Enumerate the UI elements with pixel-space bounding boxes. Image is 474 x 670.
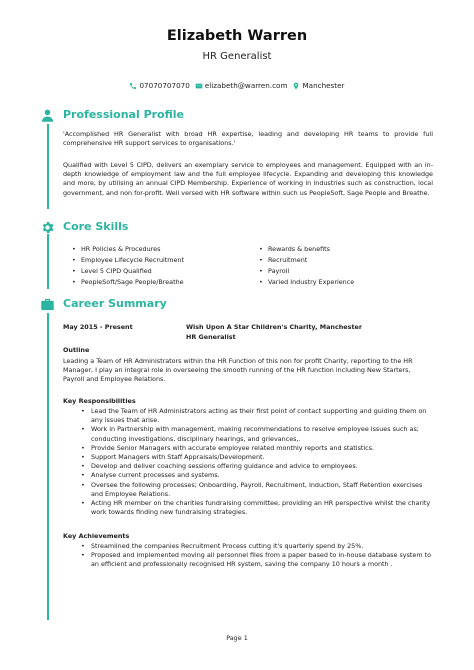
job-employer [186,323,362,342]
phone-contact [129,81,189,90]
profile-heading: Professional Profile [63,108,184,121]
responsibility-item: • Oversee the following processes; Onboarding, Payroll, Recruitment, Induction, Staff Retention exercises and Employee Relations. [63,481,433,499]
skill-item: • PeopleSoft/Sage People/Breathe [63,278,250,288]
career-heading: Career Summary [63,297,167,310]
responsibility-item: • Analyse current processes and systems. [63,471,433,480]
candidate-name: Elizabeth Warren [166,28,308,44]
job-role: HR Generalist [186,332,236,341]
job-dates: May 2015 - Present [63,323,133,331]
skill-item: • Rewards & benefits [250,245,437,255]
responsibility-item: • Work in Partnership with management, making recommendations to resolve employee issues such as; conducting investigations, disciplinary hearings, and grievances,. [63,425,433,443]
achievement-item: • Proposed and implemented moving all personnel files from a paper based to in-house database system to an efficient and professionally recognised HR system, saving the company 10 hours a month . [63,551,433,569]
skill-item: • Employee Lifecycle Recruitment [63,256,250,266]
responsibilities-list [63,407,433,517]
outline-text: Leading a Team of HR Administrators within the HR Function of this non for profit Charity, reporting to the HR Manager, I play an integral role in overseeing the smooth running of the HR function including New Starters, Payroll and Employee Relations. [63,357,413,384]
responsibility-item: • Develop and deliver coaching sessions offering guidance and advice to employees. [63,462,433,471]
profile-details: Qualified with Level 5 CIPD, delivers an exemplary service to employees and management. Equipped with an in-depth knowledge of employment law and the full employee lifecycle. Expanding and developing this knowledge and more, by utilising an annual CIPD Membership. Experience of working in industries such as construction, local government, and non for-profit. Well versed with HR software within such us PeopleSoft, Sage People and Breathe. [63,161,433,197]
responsibility-item: • Provide Senior Managers with accurate employee related monthly reports and statistics. [63,444,433,453]
person-icon [40,108,55,123]
skills-heading: Core Skills [63,220,129,233]
responsibility-item: • Support Managers with Staff Appraisals/Development. [63,453,433,462]
profile-rail [47,124,49,209]
phone-icon [129,82,137,90]
email-text: elizabeth@warren.com [204,81,288,90]
phone-text: 07070707070 [139,81,190,90]
skill-item: • Recruitment [250,256,437,266]
achievement-item: • Streamlined the companies Recruitment Process cutting it's quarterly spend by 25%. [63,542,433,551]
skill-item: • Level 5 CIPD Qualified [63,267,250,277]
profile-summary: 'Accomplished HR Generalist with broad HR expertise, leading and developing HR teams to provide full comprehensive HR support services to organisations.' [63,130,433,148]
gear-icon [40,220,55,235]
location-icon [292,82,300,90]
skill-item: • Varied Industry Experience [250,278,437,288]
briefcase-icon [40,297,55,312]
skill-item: • Payroll [250,267,437,277]
skill-item: • HR Policies & Procedures [63,245,250,255]
skills-rail [47,234,49,289]
achievements-list [63,542,433,570]
employer-name: Wish Upon A Star Children's Charity, Manchester [186,323,362,331]
email-contact [195,81,288,90]
career-rail [47,313,49,620]
location-text: Manchester [302,81,345,90]
responsibilities-label: Key Responsibilities [63,397,136,405]
location-contact [292,81,344,90]
achievements-label: Key Achievements [63,532,130,540]
page-number: Page 1 [226,634,248,642]
responsibility-item: • Lead the Team of HR Administrators acting as their first point of contact supporting and guiding them on any issues that arise. [63,407,433,425]
job-title: HR Generalist [202,51,272,62]
contact-bar [0,81,474,90]
skills-list [63,245,443,288]
outline-label: Outline [63,346,90,354]
email-icon [195,82,203,90]
responsibility-item: • Acting HR member on the charities fundraising committee, providing an HR perspective whilst the charity work towards finding new fundraising strategies. [63,499,433,517]
